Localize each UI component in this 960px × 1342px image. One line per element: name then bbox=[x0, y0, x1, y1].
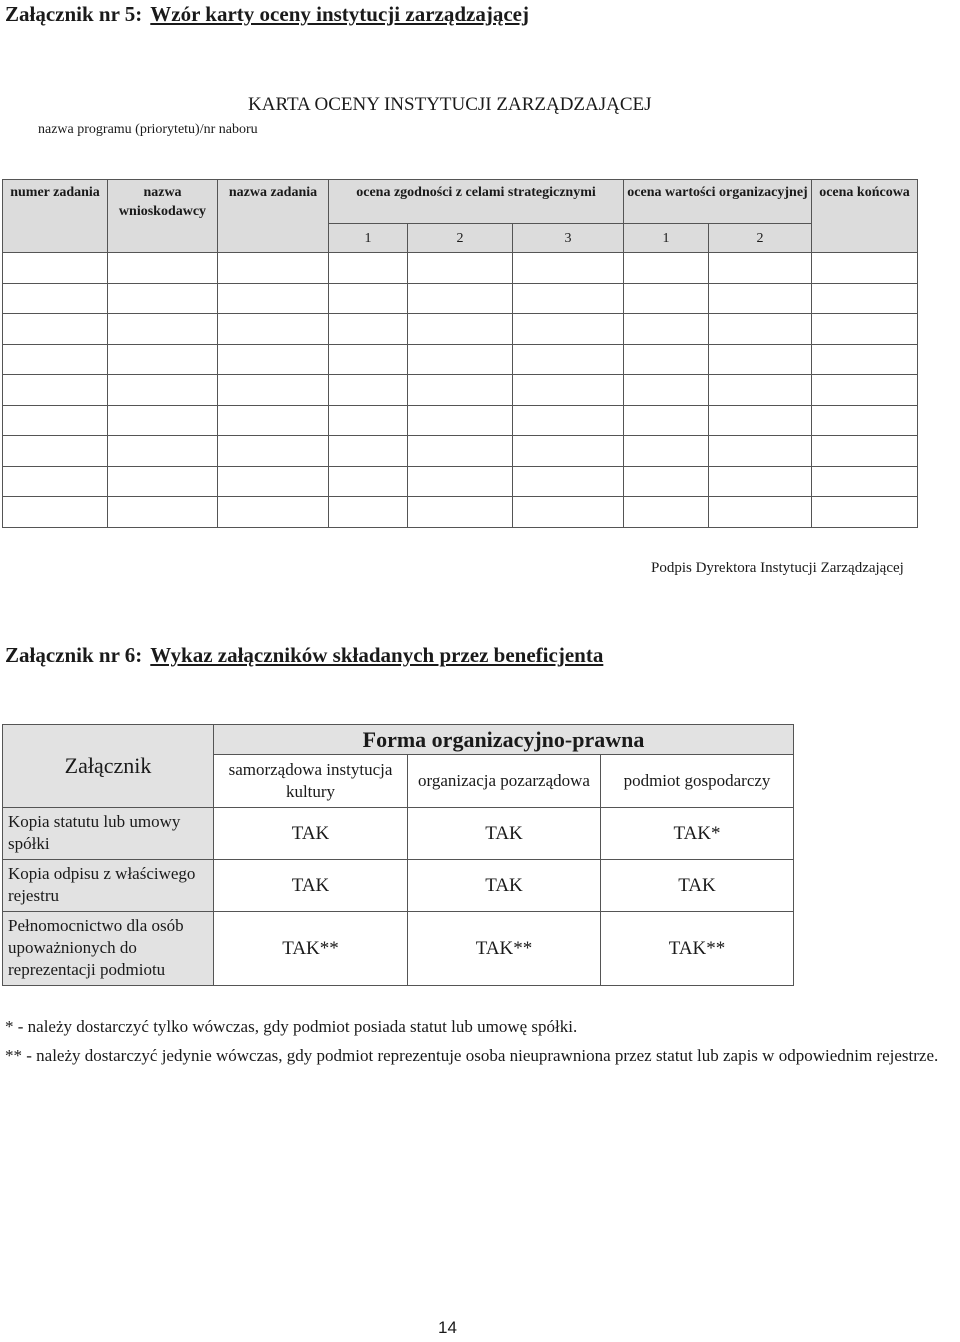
header-ocena-strategiczna: ocena zgodności z celami strategicznymi bbox=[329, 180, 624, 224]
empty-cell bbox=[624, 283, 709, 314]
table-row bbox=[3, 314, 918, 345]
annex6-title: Wykaz załączników składanych przez beneficjenta bbox=[150, 643, 604, 667]
empty-cell bbox=[624, 253, 709, 284]
empty-cell bbox=[709, 436, 812, 467]
empty-cell bbox=[3, 253, 108, 284]
empty-cell bbox=[3, 405, 108, 436]
empty-cell bbox=[709, 283, 812, 314]
annex6-label: Załącznik nr 6: bbox=[5, 643, 143, 667]
empty-cell bbox=[513, 283, 624, 314]
table-row bbox=[3, 912, 794, 986]
empty-cell bbox=[3, 375, 108, 406]
empty-cell bbox=[408, 466, 513, 497]
signature-label: Podpis Dyrektora Instytucji Zarządzającej bbox=[651, 560, 904, 576]
empty-cell bbox=[513, 375, 624, 406]
footnote-double: ** - należy dostarczyć jedynie wówczas, gdy podmiot reprezentuje osoba nieuprawniona przez statut lub zapis w odpowiednim rejestrze. bbox=[5, 1046, 939, 1065]
table-row bbox=[3, 283, 918, 314]
empty-cell bbox=[108, 253, 218, 284]
row-value: TAK** bbox=[601, 912, 794, 986]
header-nazwa-wnioskodawcy: nazwa wnioskodawcy bbox=[108, 180, 218, 253]
empty-cell bbox=[513, 405, 624, 436]
attachments-table bbox=[2, 724, 794, 986]
column-header: organizacja pozarządowa bbox=[408, 755, 601, 808]
forma-header: Forma organizacyjno-prawna bbox=[214, 725, 794, 755]
empty-cell bbox=[329, 436, 408, 467]
header-nazwa-zadania: nazwa zadania bbox=[218, 180, 329, 253]
subheader-number: 1 bbox=[624, 224, 709, 253]
empty-cell bbox=[408, 497, 513, 528]
empty-cell bbox=[812, 253, 918, 284]
empty-cell bbox=[3, 436, 108, 467]
table-row bbox=[3, 253, 918, 284]
empty-cell bbox=[3, 466, 108, 497]
empty-cell bbox=[812, 375, 918, 406]
empty-cell bbox=[218, 436, 329, 467]
empty-cell bbox=[408, 375, 513, 406]
empty-cell bbox=[709, 405, 812, 436]
empty-cell bbox=[624, 405, 709, 436]
empty-cell bbox=[329, 283, 408, 314]
empty-cell bbox=[3, 344, 108, 375]
empty-cell bbox=[408, 436, 513, 467]
empty-cell bbox=[408, 253, 513, 284]
empty-cell bbox=[329, 466, 408, 497]
empty-cell bbox=[108, 314, 218, 345]
table-row bbox=[3, 808, 794, 860]
row-value: TAK bbox=[601, 860, 794, 912]
row-label: Kopia statutu lub umowy spółki bbox=[3, 808, 214, 860]
empty-cell bbox=[408, 314, 513, 345]
footnote-single: * - należy dostarczyć tylko wówczas, gdy podmiot posiada statut lub umowę spółki. bbox=[5, 1017, 578, 1036]
empty-cell bbox=[108, 497, 218, 528]
empty-cell bbox=[624, 375, 709, 406]
table-row bbox=[3, 375, 918, 406]
header-ocena-koncowa: ocena końcowa bbox=[812, 180, 918, 253]
empty-cell bbox=[218, 497, 329, 528]
table-row bbox=[3, 466, 918, 497]
row-label: Kopia odpisu z właściwego rejestru bbox=[3, 860, 214, 912]
empty-cell bbox=[218, 466, 329, 497]
empty-cell bbox=[624, 466, 709, 497]
empty-cell bbox=[812, 405, 918, 436]
empty-cell bbox=[3, 497, 108, 528]
empty-cell bbox=[3, 283, 108, 314]
card-subtitle: nazwa programu (priorytetu)/nr naboru bbox=[38, 122, 258, 137]
empty-cell bbox=[329, 314, 408, 345]
empty-cell bbox=[329, 344, 408, 375]
empty-cell bbox=[709, 314, 812, 345]
annex5-title: Wzór karty oceny instytucji zarządzającej bbox=[150, 2, 529, 26]
row-value: TAK** bbox=[214, 912, 408, 986]
empty-cell bbox=[329, 253, 408, 284]
empty-cell bbox=[329, 405, 408, 436]
empty-cell bbox=[709, 466, 812, 497]
header-numer-zadania: numer zadania bbox=[3, 180, 108, 253]
evaluation-card-table bbox=[2, 179, 918, 528]
row-value: TAK bbox=[408, 860, 601, 912]
empty-cell bbox=[108, 344, 218, 375]
empty-cell bbox=[408, 405, 513, 436]
card-title: KARTA OCENY INSTYTUCJI ZARZĄDZAJĄCEJ bbox=[248, 94, 652, 115]
empty-cell bbox=[108, 466, 218, 497]
empty-cell bbox=[108, 405, 218, 436]
column-header: podmiot gospodarczy bbox=[601, 755, 794, 808]
empty-cell bbox=[408, 344, 513, 375]
empty-cell bbox=[812, 344, 918, 375]
empty-cell bbox=[218, 253, 329, 284]
table-row bbox=[3, 436, 918, 467]
empty-cell bbox=[709, 344, 812, 375]
row-value: TAK** bbox=[408, 912, 601, 986]
empty-cell bbox=[3, 314, 108, 345]
empty-cell bbox=[329, 497, 408, 528]
empty-cell bbox=[108, 283, 218, 314]
empty-cell bbox=[218, 375, 329, 406]
annex5-label: Załącznik nr 5: bbox=[5, 2, 143, 26]
empty-cell bbox=[812, 314, 918, 345]
empty-cell bbox=[812, 283, 918, 314]
row-value: TAK* bbox=[601, 808, 794, 860]
empty-cell bbox=[709, 253, 812, 284]
empty-cell bbox=[624, 497, 709, 528]
row-label: Pełnomocnictwo dla osób upoważnionych do reprezentacji podmiotu bbox=[3, 912, 214, 986]
subheader-number: 2 bbox=[408, 224, 513, 253]
empty-cell bbox=[108, 375, 218, 406]
empty-cell bbox=[709, 375, 812, 406]
empty-cell bbox=[513, 436, 624, 467]
attachment-header: Załącznik bbox=[3, 725, 214, 808]
empty-cell bbox=[812, 497, 918, 528]
row-value: TAK bbox=[214, 808, 408, 860]
empty-cell bbox=[812, 466, 918, 497]
header-ocena-organizacyjna: ocena wartości organizacyjnej bbox=[624, 180, 812, 224]
table-row bbox=[3, 405, 918, 436]
subheader-number: 1 bbox=[329, 224, 408, 253]
subheader-number: 2 bbox=[709, 224, 812, 253]
empty-cell bbox=[218, 344, 329, 375]
empty-cell bbox=[812, 436, 918, 467]
empty-cell bbox=[329, 375, 408, 406]
empty-cell bbox=[218, 283, 329, 314]
table-row bbox=[3, 344, 918, 375]
table-row bbox=[3, 860, 794, 912]
row-value: TAK bbox=[214, 860, 408, 912]
empty-cell bbox=[108, 436, 218, 467]
annex6-heading bbox=[5, 643, 603, 668]
table-row bbox=[3, 497, 918, 528]
empty-cell bbox=[218, 405, 329, 436]
empty-cell bbox=[513, 466, 624, 497]
row-value: TAK bbox=[408, 808, 601, 860]
empty-cell bbox=[408, 283, 513, 314]
empty-cell bbox=[513, 253, 624, 284]
empty-cell bbox=[624, 314, 709, 345]
empty-cell bbox=[513, 497, 624, 528]
empty-cell bbox=[624, 344, 709, 375]
empty-cell bbox=[624, 436, 709, 467]
page-number: 14 bbox=[438, 1318, 457, 1337]
subheader-number: 3 bbox=[513, 224, 624, 253]
empty-cell bbox=[513, 344, 624, 375]
empty-cell bbox=[513, 314, 624, 345]
annex5-heading bbox=[5, 2, 529, 27]
empty-cell bbox=[709, 497, 812, 528]
column-header: samorządowa instytucja kultury bbox=[214, 755, 408, 808]
empty-cell bbox=[218, 314, 329, 345]
card-body bbox=[3, 253, 918, 528]
